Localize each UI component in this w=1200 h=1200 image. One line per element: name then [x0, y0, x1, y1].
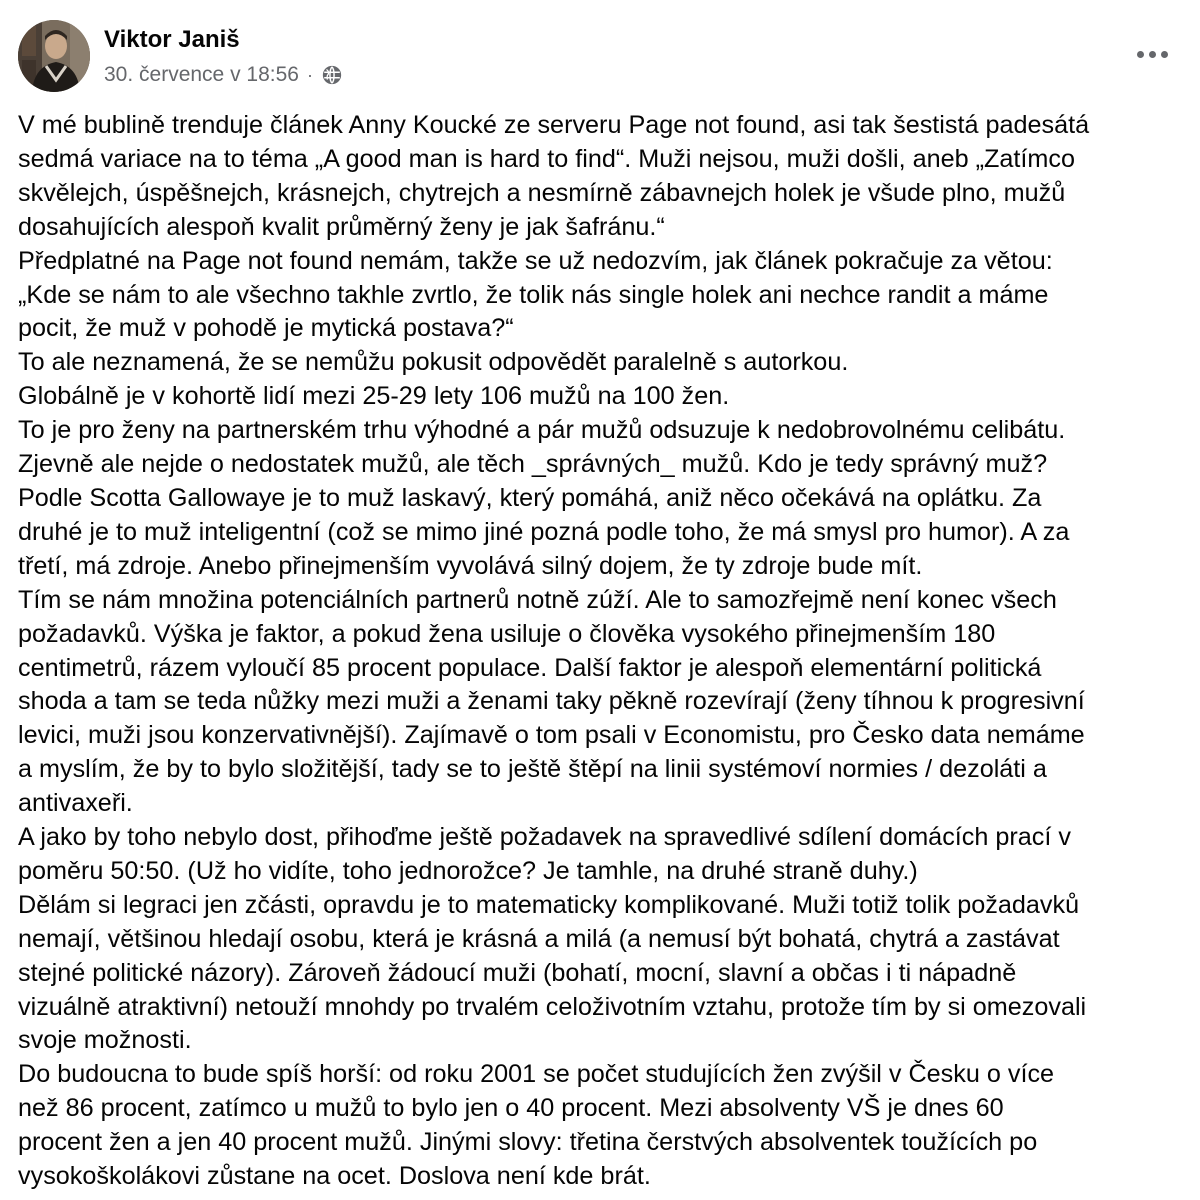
post-line: a myslím, že by to bylo složitější, tady se to ještě štěpí na linii systémoví normies / dezoláti a: [18, 755, 1047, 784]
post-line: třetí, má zdroje. Anebo přinejmenším vyvolává silný dojem, že ty zdroje bude mít.: [18, 551, 923, 580]
post-line: Zjevně ale nejde o nedostatek mužů, ale těch _správných_ mužů. Kdo je tedy správný muž?: [18, 450, 1048, 479]
post-line: shoda a tam se teda nůžky mezi muži a ženami taky pěkně rozevírají (ženy tíhnou k progresivní: [18, 687, 1085, 716]
post-line: než 86 procent, zatímco u mužů to bylo jen o 40 procent. Mezi absolventy VŠ je dnes 60: [18, 1094, 1004, 1123]
post-line: Do budoucna to bude spíš horší: od roku 2001 se počet studujících žen zvýšil v Česku o více: [18, 1060, 1055, 1089]
post-line: vizuálně atraktivní) netouží mnohdy po trvalém celoživotním vztahu, protože tím by si omezovali: [18, 992, 1087, 1021]
post-line: „Kde se nám to ale všechno takhle zvrtlo, že tolik nás single holek ani nechce randit a máme: [18, 280, 1049, 309]
more-dot: [1149, 51, 1156, 58]
post-line: vysokoškolákovi zůstane na ocet. Doslova není kde brát.: [18, 1162, 651, 1191]
post-header: [18, 20, 1182, 92]
post-line: požadavků. Výška je faktor, a pokud žena usiluje o člověka vysokého přinejmenším 180: [18, 619, 996, 648]
more-dot: [1137, 51, 1144, 58]
avatar[interactable]: [18, 20, 90, 92]
post-line: Tím se nám množina potenciálních partnerů notně zúží. Ale to samozřejmě není konec všech: [18, 585, 1057, 614]
meta-separator: ·: [306, 64, 313, 85]
post-line: levici, muži jsou konzervativnější). Zajímavě o tom psali v Economistu, pro Česko data nemáme: [18, 721, 1085, 750]
post-line: sedmá variace na to téma „A good man is hard to find“. Muži nejsou, muži došli, aneb „Zatímco: [18, 144, 1075, 173]
post-line: centimetrů, rázem vyloučí 85 procent populace. Další faktor je alespoň elementární politická: [18, 653, 1042, 682]
post-line: To ale neznamená, že se nemůžu pokusit odpovědět paralelně s autorkou.: [18, 348, 849, 377]
post-meta: [104, 63, 343, 87]
post-line: stejné politické názory). Zároveň žádoucí muži (bohatí, mocní, slavní a občas i ti nápadně: [18, 958, 1017, 987]
post-line: Globálně je v kohortě lidí mezi 25-29 lety 106 mužů na 100 žen.: [18, 382, 730, 411]
post-line: pocit, že muž v pohodě je mytická postava?“: [18, 314, 514, 343]
post-line: antivaxeři.: [18, 789, 133, 818]
post-line: To je pro ženy na partnerském trhu výhodné a pár mužů odsuzuje k nedobrovolnému celibátu.: [18, 416, 1066, 445]
author-name[interactable]: Viktor Janiš: [104, 26, 240, 53]
globe-icon[interactable]: [321, 64, 343, 86]
post-line: Předplatné na Page not found nemám, takže se už nedozvím, jak článek pokračuje za větou:: [18, 246, 1053, 275]
post-line: Dělám si legraci jen zčásti, opravdu je to matematicky komplikované. Muži totiž tolik požadavků: [18, 890, 1080, 919]
more-dot: [1161, 51, 1168, 58]
post-line: procent žen a jen 40 procent mužů. Jinými slovy: třetina čerstvých absolventek toužících po: [18, 1128, 1038, 1157]
post-line: druhé je to muž inteligentní (což se mimo jiné pozná podle toho, že má smysl pro humor). A za: [18, 517, 1070, 546]
post-line: V mé bublině trenduje článek Anny Koucké ze serveru Page not found, asi tak šestistá padesátá: [18, 111, 1090, 139]
avatar-photo: [18, 20, 90, 92]
post-line: svoje možnosti.: [18, 1026, 192, 1055]
post-timestamp[interactable]: 30. července v 18:56: [104, 63, 299, 86]
post-line: A jako by toho nebylo dost, přihoďme ještě požadavek na spravedlivé sdílení domácích prací v: [18, 823, 1071, 852]
post-line: Podle Scotta Gallowaye je to muž laskavý, který pomáhá, aniž něco očekává na oplátku. Za: [18, 483, 1042, 512]
post-line: nemají, většinou hledají osobu, která je krásná a milá (a nemusí být bohatá, chytrá a zastávat: [18, 924, 1060, 953]
post-text: [18, 109, 1186, 1194]
more-options-icon[interactable]: [1130, 38, 1174, 70]
post-line: dosahujících alespoň kvalit průměrný ženy je jak šafránu.“: [18, 212, 665, 241]
post-line: poměru 50:50. (Už ho vidíte, toho jednorožce? Je tamhle, na druhé straně duhy.): [18, 856, 918, 885]
post-line: skvělejch, úspěšnejch, krásnejch, chytrejch a nesmírně zábavnejch holek je všude plno, mužů: [18, 178, 1066, 207]
